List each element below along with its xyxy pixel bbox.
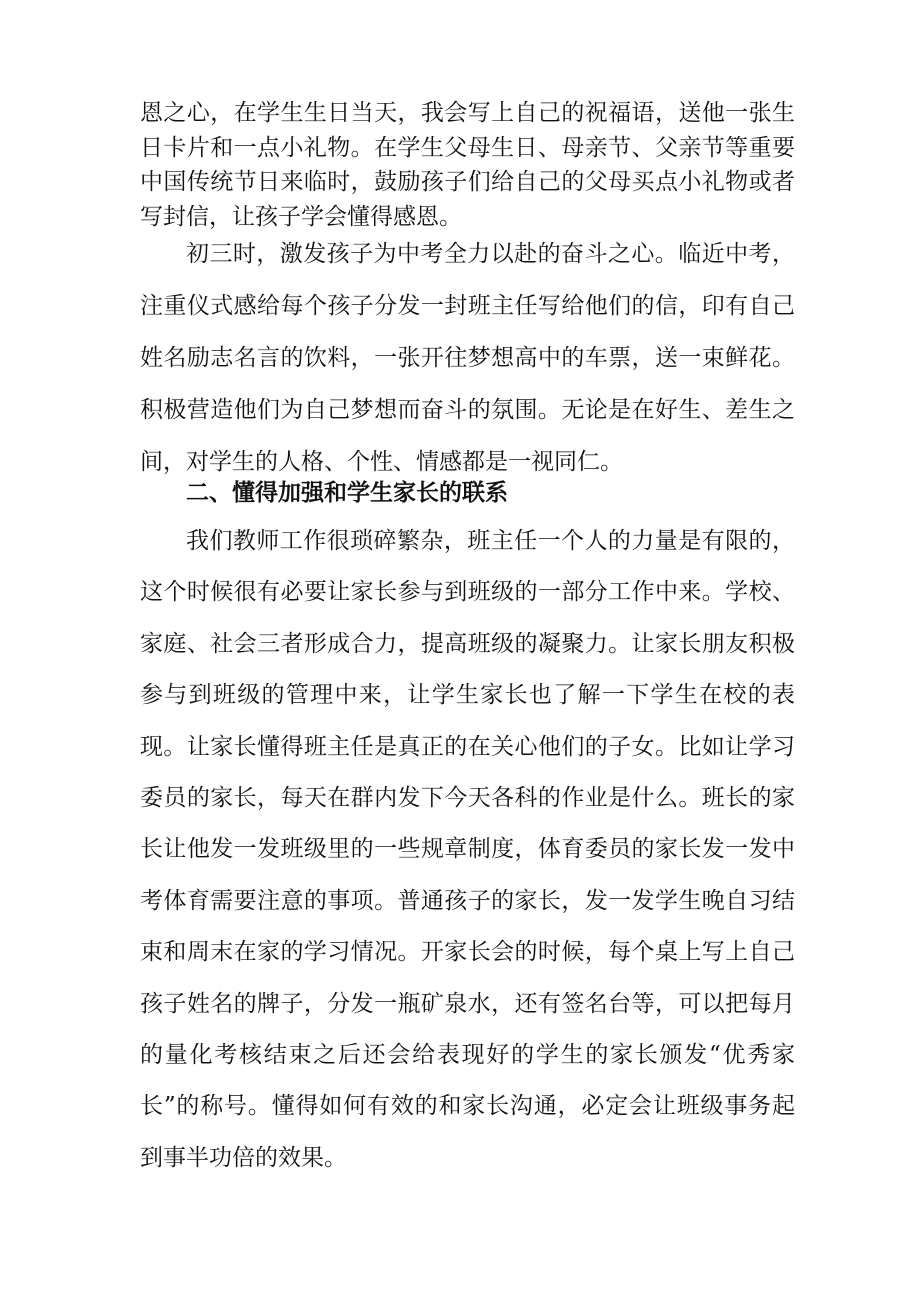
section-heading: 二、懂得加强和学生家长的联系: [186, 480, 508, 506]
paragraph-grade-nine: 初三时，激发孩子为中考全力以赴的奋斗之心。临近中考，注重仪式感给每个孩子分发一封班主任写给他们的信，印有自己姓名励志名言的饮料，一张开往梦想高中的车票，送一束鲜花。积极营造他们为自己梦想而奋斗的氛围。无论是在好生、差生之间，对学生的人格、个性、情感都是一视同仁。: [140, 241, 795, 475]
paragraph-parent-contact: 我们教师工作很琐碎繁杂，班主任一个人的力量是有限的，这个时候很有必要让家长参与到班级的一部分工作中来。学校、家庭、社会三者形成合力，提高班级的凝聚力。让家长朋友积极参与到班级的管理中来，让学生家长也了解一下学生在校的表现。让家长懂得班主任是真正的在关心他们的子女。比如让学习委员的家长，每天在群内发下今天各科的作业是什么。班长的家长让他发一发班级里的一些规章制度，体育委员的家长发一发中考体育需要注意的事项。普通孩子的家长，发一发学生晚自习结束和周末在家的学习情况。开家长会的时候，每个桌上写上自己孩子姓名的牌子，分发一瓶矿泉水，还有签名台等，可以把每月的量化考核结束之后还会给表现好的学生的家长颁发“优秀家长”的称号。懂得如何有效的和家长沟通，必定会让班级事务起到事半功倍的效果。: [140, 528, 795, 1171]
paragraph-gratitude-continued: 恩之心，在学生生日当天，我会写上自己的祝福语，送他一张生日卡片和一点小礼物。在学生父母生日、母亲节、父亲节等重要中国传统节日来临时，鼓励孩子们给自己的父母买点小礼物或者写封信，让孩子学会懂得感恩。: [140, 100, 795, 230]
